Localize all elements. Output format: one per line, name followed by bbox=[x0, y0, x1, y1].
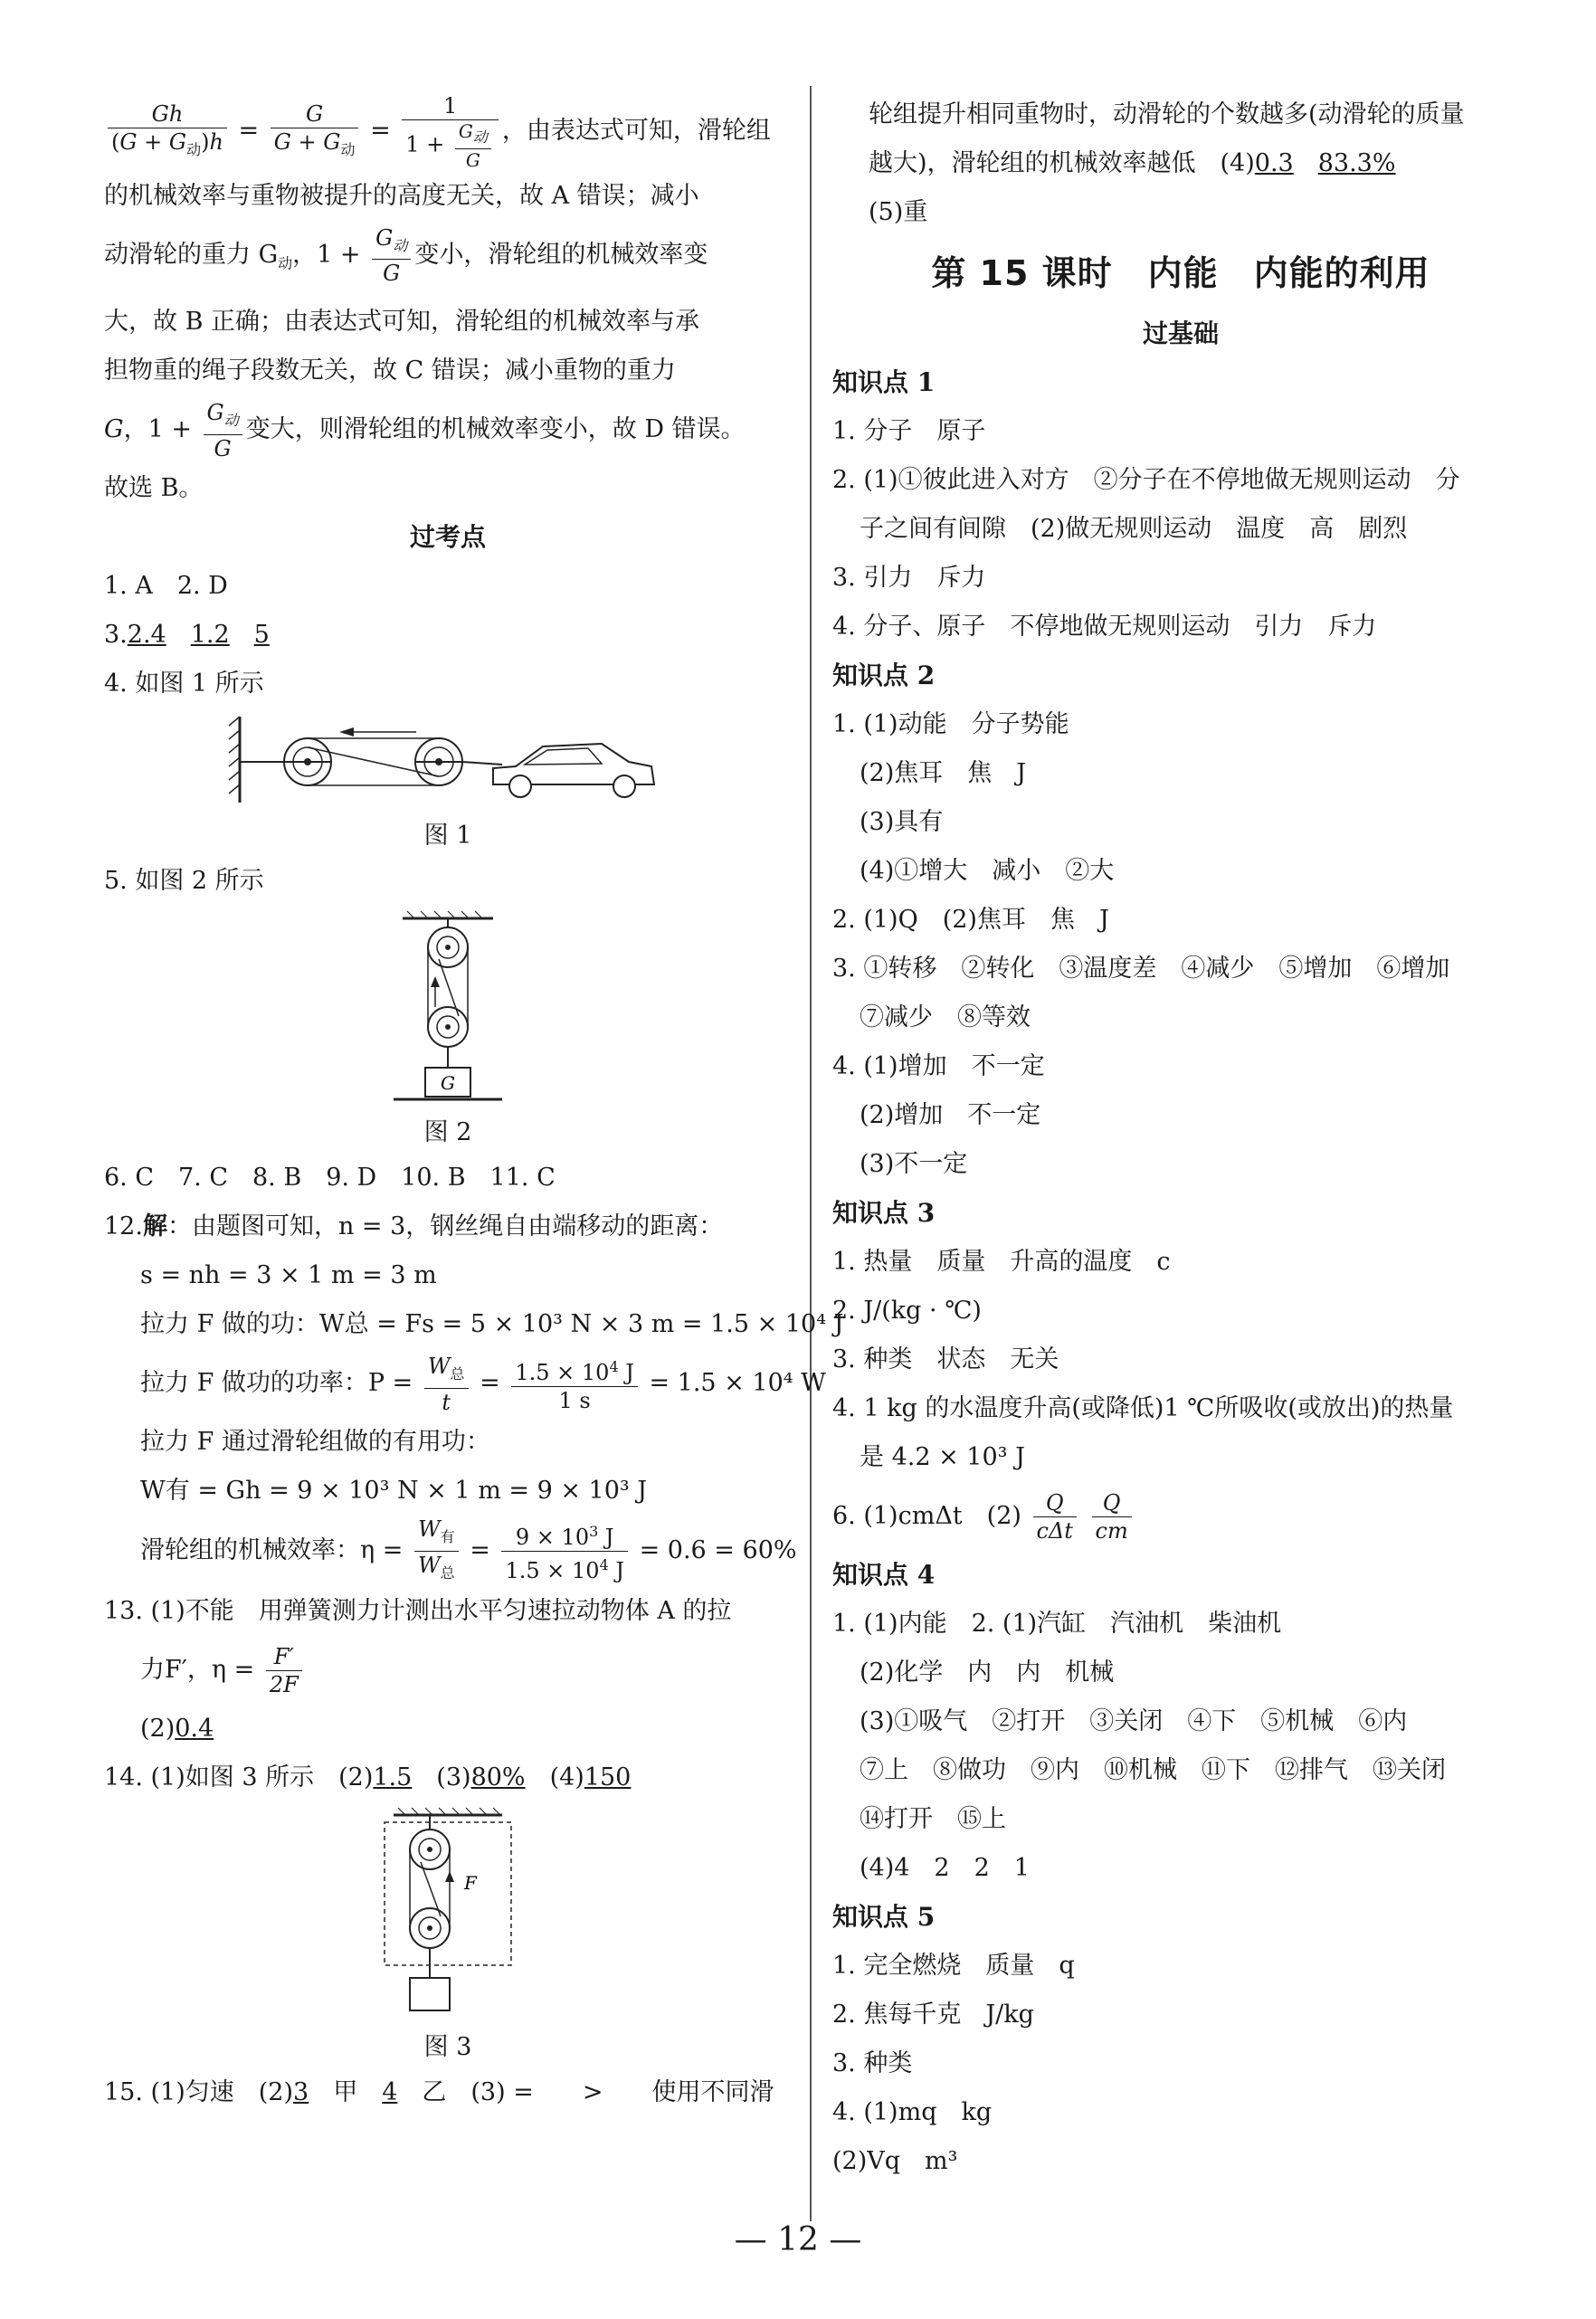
answer-14: 14. (1)如图 3 所示 (2)1.5 (3)80% (4)150 bbox=[104, 1763, 632, 1792]
answer-5: 5. 如图 2 所示 bbox=[104, 867, 264, 896]
column-divider bbox=[810, 86, 812, 2221]
efficiency-formula: Gh $(G + G_动)h$ = G $G + G_动$ = 1 1 + $G_动$ G ，由表达式可知，滑轮组 bbox=[104, 90, 792, 172]
knowledge-point-1: 知识点 1 bbox=[832, 367, 936, 397]
figure-1-pulley-car bbox=[222, 712, 674, 812]
section-title-guojichu: 过基础 bbox=[1142, 318, 1219, 348]
figure-1-caption: 图 1 bbox=[423, 822, 472, 851]
figure-2-caption: 图 2 bbox=[423, 1118, 472, 1147]
page-number: — 12 — bbox=[734, 2221, 862, 2258]
answer-15: 15. (1)匀速 (2)3 甲 4 乙 (3) = > 使用不同滑 bbox=[104, 2077, 774, 2106]
answer-12: 12.解：由题图可知，n = 3，钢丝绳自由端移动的距离： bbox=[104, 1212, 724, 1241]
answer-4: 4. 如图 1 所示 bbox=[104, 670, 264, 699]
answer-13: 13. (1)不能 用弹簧测力计测出水平匀速拉动物体 A 的拉 bbox=[104, 1596, 732, 1625]
left-column: Gh $(G + G_动)h$ = G $G + G_动$ = 1 1 + $G_动$ G ，由表达式可知，滑轮组 的机械效率与重物被提升的高度无关，故 A 错误；减小 动滑轮的重力 $G_动$，1 + $G_动$ G 变小，滑轮组的机械效率变 大，故 B 正确；由表达式可知，滑轮组的机械效率与承 担物重的绳子段数无关，故 C 错误；减小重物的重力 G，1 + $G_动$ G 变大，则滑轮组的机械效率变小，故 D 错误。 故选 B。 过考点 1. A 2. D 3.2.4 1.2 5 4. 如图 1 所示 图 1 5. 如图 2 所示 G 图 2 6. C 7. C 8. B 9. D 10. B 11. C 12.解：由题图可知，n = 3，钢丝绳自由端移动的距离： s = nh = 3 × 1 m = 3 m 拉力 F 做的功：W总 = Fs = 5 × 10³ N × 3 m = 1.5 × 10⁴ J 拉力 F 做功的功率：P = $W_总$ t = $\frac{1.5 \times 10^4 J}{1 s}$ = 1.5 × 10⁴ W 拉力 F 通过滑轮组做的有用功： W有 = Gh = 9 × 10³ N × 1 m = 9 × 10³ J 滑轮组的机械效率：η = $W_有$ $W_总$ = $\frac{9 \times 10^3 J}{1.5 \times 10^4 J}$ = 0.6 = 60% 13. (1)不能 用弹簧测力计测出水平匀速拉动物体 A 的拉 力F′，η = $\frac{F'}{2F}$ (2)0.4 14. (1)如图 3 所示 (2)1.5 (3)80% (4)150 F 图 3 15. (1)匀速 (2)3 甲 4 乙 (3) = > 使用不同滑 bbox=[104, 90, 792, 2117]
figure-2-weight-label: G bbox=[441, 1072, 455, 1095]
answer-1-2: 1. A 2. D bbox=[104, 572, 228, 601]
section-title-guokaodian: 过考点 bbox=[409, 522, 486, 553]
figure-2-pulley-block bbox=[385, 909, 511, 1108]
lesson-title: 第 15 课时 内能 内能的利用 bbox=[931, 253, 1430, 293]
knowledge-point-2: 知识点 2 bbox=[832, 661, 936, 690]
right-column: 轮组提升相同重物时，动滑轮的个数越多(动滑轮的质量 越大)，滑轮组的机械效率越低 (4)0.3 83.3% (5)重 第 15 课时 内能 内能的利用 过基础 知识点 1 1. 分子 原子 2. (1)①彼此进入对方 ②分子在不停地做无规则运动 分 子之间有间隙 (2)做无规则运动 温度 高 剧烈 3. 引力 斥力 4. 分子、原子 不停地做无规则运动 引力 斥力 知识点 2 1. (1)动能 分子势能 (2)焦耳 焦 J (3)具有 (4)①增大 减小 ②大 2. (1)Q (2)焦耳 焦 J 3. ①转移 ②转化 ③温度差 ④减少 ⑤增加 ⑥增加 ⑦减少 ⑧等效 4. (1)增加 不一定 (2)增加 不一定 (3)不一定 知识点 3 1. 热量 质量 升高的温度 c 2. J/(kg · ℃) 3. 种类 状态 无关 4. 1 kg 的水温度升高(或降低)1 ℃所吸收(或放出)的热量 是 4.2 × 10³ J 6. (1)cmΔt (2) Q cΔt $\frac{Q}{cm}$ 知识点 4 1. (1)内能 2. (1)汽缸 汽油机 柴油机 (2)化学 内 内 机械 (3)①吸气 ②打开 ③关闭 ④下 ⑤机械 ⑥内 ⑦上 ⑧做功 ⑨内 ⑩机械 ⑪下 ⑫排气 ⑬关闭 ⑭打开 ⑮上 (4)4 2 2 1 知识点 5 1. 完全燃烧 质量 q 2. 焦每千克 J/kg 3. 种类 4. (1)mq kg (2)Vq m³ bbox=[832, 90, 1529, 2186]
knowledge-point-3: 知识点 3 bbox=[832, 1198, 936, 1228]
knowledge-point-4: 知识点 4 bbox=[832, 1560, 936, 1590]
answer-6-11: 6. C 7. C 8. B 9. D 10. B 11. C bbox=[104, 1164, 556, 1193]
knowledge-point-5: 知识点 5 bbox=[832, 1902, 936, 1932]
figure-3-caption: 图 3 bbox=[423, 2032, 472, 2061]
figure-3-pulley-block bbox=[375, 1806, 520, 2023]
figure-3-force-label: F bbox=[464, 1871, 477, 1894]
answer-3: 3.2.4 1.2 5 bbox=[104, 621, 270, 650]
